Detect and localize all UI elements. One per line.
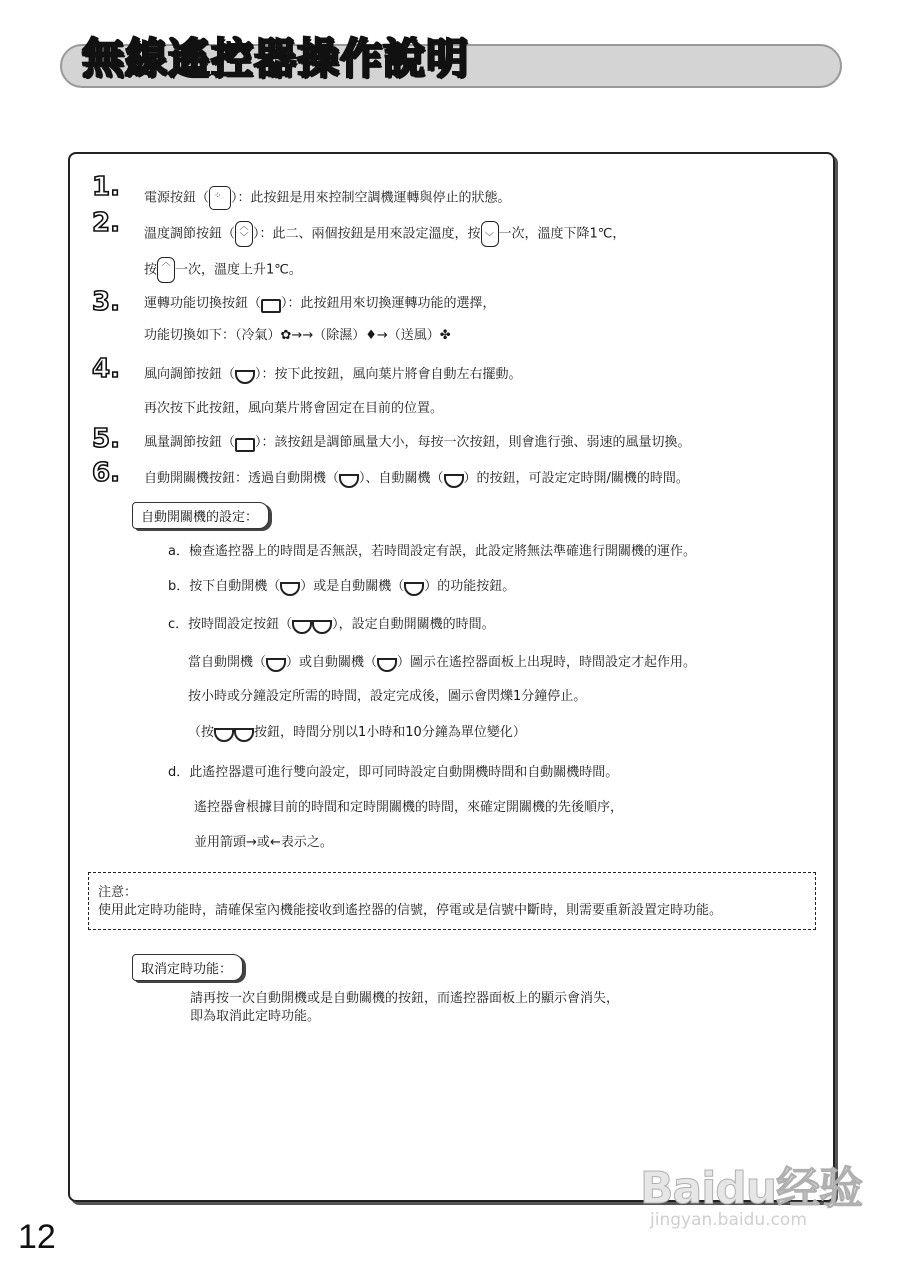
timer-step-b: [168, 578, 515, 596]
step-c4-post: 按鈕，時間分別以1小時和10分鐘為單位變化）: [254, 725, 526, 740]
cancel-timer-tag: 取消定時功能：: [132, 954, 243, 981]
snowflake-icon: ✿: [280, 328, 292, 343]
watermark-main: Baidu经验: [640, 1163, 863, 1214]
arrow-right-2: →: [246, 835, 257, 850]
item-number-1: 1.: [92, 172, 120, 202]
timer-step-c4: [188, 724, 526, 742]
timer-hour-icon: [214, 728, 234, 742]
fan-speed-icon: [235, 438, 255, 452]
temp-down-icon: ﹀: [481, 221, 499, 247]
item-6-text-pre: 自動開關機按鈕：透過自動開機（: [144, 471, 340, 486]
page-title: 無線遙控器操作說明: [82, 34, 470, 83]
arrow-left: ←: [269, 835, 281, 850]
step-c2-pre: 當自動開機（: [188, 655, 267, 670]
timer-settings-tag: 自動開關機的設定：: [132, 502, 269, 529]
watermark-sub: jingyan.baidu.com: [650, 1210, 807, 1230]
mode-cool-label: 功能切換如下：（冷氣）: [144, 328, 281, 343]
mode-dry-label: →（除濕）: [302, 328, 366, 343]
step-c-pre: c．按時間設定按鈕（: [168, 617, 293, 632]
item-number-3: 3.: [92, 287, 120, 317]
note-box: [88, 872, 816, 930]
item-4-line-1: [144, 366, 522, 384]
step-c-post: ），設定自動開關機的時間。: [332, 617, 495, 632]
item-1-line: [144, 186, 511, 210]
temp-updown-icon: ︿ ﹀: [235, 221, 253, 247]
item-5-line: [144, 434, 691, 452]
timer-step-a: a．檢查遙控器上的時間是否無誤，若時間設定有誤，此設定將無法準確進行開關機的運作。: [168, 544, 696, 559]
item-1-text-post: ）：此按鈕是用來控制空調機運轉與停止的狀態。: [231, 190, 511, 206]
step-b-post: ）的功能按鈕。: [424, 579, 516, 594]
timer-minute-icon: [312, 620, 332, 634]
item-5-text-post: ）：該按鈕是調節風量大小，每按一次按鈕，則會進行強、弱速的風量切換。: [255, 435, 691, 450]
mode-fan-label: →（送風）: [376, 328, 440, 343]
mode-button-icon: [261, 299, 281, 313]
item-1-text-pre: 電源按鈕（: [144, 190, 210, 206]
item-2-line2-post: 一次，溫度上升1℃。: [175, 262, 302, 278]
timer-on-icon: [266, 658, 286, 672]
timer-step-c3: 按小時或分鐘設定所需的時間，設定完成後，圖示會閃爍1分鐘停止。: [188, 689, 587, 704]
swing-button-icon: [235, 370, 255, 384]
power-button-icon: ⁘: [209, 186, 231, 210]
item-number-5: 5.: [92, 424, 120, 454]
step-b-mid: ）或是自動關機（: [300, 579, 405, 594]
item-2-line2-pre: 按: [144, 262, 158, 278]
timer-off-icon: [377, 658, 397, 672]
timer-hour-icon: [292, 620, 312, 634]
timer-step-c2: [188, 654, 696, 672]
timer-off-icon: [444, 474, 464, 488]
step-c4-pre: （按: [188, 725, 215, 740]
item-6-text-mid: ）、自動關機（: [359, 471, 444, 486]
arrow-right-1: →: [291, 328, 303, 343]
step-b-pre: b．按下自動開機（: [168, 579, 281, 594]
item-number-4: 4.: [92, 354, 120, 384]
item-2-text-pre: 溫度調節按鈕（: [144, 226, 236, 242]
item-6-line: [144, 470, 689, 488]
item-3-text-post: ）：此按鈕用來切換運轉功能的選擇，: [281, 296, 496, 311]
fan-icon: ✤: [439, 328, 451, 343]
item-2-line-1: [144, 221, 625, 247]
item-2-line-2: [144, 257, 302, 283]
item-number-6: 6.: [92, 458, 120, 488]
item-4-line-2: [144, 400, 443, 418]
step-d3-post: 表示之。: [280, 835, 333, 850]
note-label: 注意：: [98, 885, 138, 900]
item-6-text-post: ）的按鈕，可設定定時開/關機的時間。: [463, 471, 689, 486]
note-text: 使用此定時功能時，請確保室內機能接收到遙控器的信號，停電或是信號中斷時，則需要重新設置定時功能。: [98, 903, 723, 918]
watermark: [640, 1152, 863, 1230]
step-d3-pre: 並用箭頭: [194, 835, 247, 850]
step-c2-post: ）圖示在遙控器面板上出現時，時間設定才起作用。: [397, 655, 697, 670]
timer-off-icon: [404, 582, 424, 596]
page-number: 12: [18, 1218, 56, 1256]
item-5-text-pre: 風量調節按鈕（: [144, 435, 236, 450]
item-3-text-pre: 運轉功能切換按鈕（: [144, 296, 262, 311]
item-2-text-post2: 一次，溫度下降1℃，: [498, 226, 626, 242]
timer-step-d: d．此遙控器還可進行雙向設定，即可同時設定自動開機時間和自動關機時間。: [168, 765, 619, 780]
item-3-line-2: [144, 327, 451, 345]
temp-up-icon: ︿: [157, 257, 175, 283]
item-4-line2: 再次按下此按鈕，風向葉片將會固定在目前的位置。: [144, 401, 444, 416]
step-d3-mid: 或: [256, 835, 270, 850]
item-2-text-post: ）：此二、兩個按鈕是用來設定溫度，按: [253, 226, 481, 242]
item-4-text-post: ）：按下此按鈕，風向葉片將會自動左右擺動。: [255, 367, 522, 382]
cancel-line-1: 請再按一次自動開機或是自動關機的按鈕，而遙控器面板上的顯示會消失，: [190, 991, 620, 1006]
timer-step-c: [168, 616, 495, 634]
cancel-line-2: 即為取消此定時功能。: [190, 1009, 321, 1024]
timer-on-icon: [339, 474, 359, 488]
timer-minute-icon: [234, 728, 254, 742]
step-c2-mid: ）或自動關機（: [286, 655, 378, 670]
timer-step-d2: 遙控器會根據目前的時間和定時開關機的時間，來確定開關機的先後順序，: [194, 800, 624, 815]
item-3-line-1: [144, 295, 496, 313]
item-number-2: 2.: [92, 208, 120, 238]
timer-on-icon: [280, 582, 300, 596]
drop-icon: ♦: [365, 328, 377, 343]
timer-step-d3: [194, 834, 333, 852]
item-4-text-pre: 風向調節按鈕（: [144, 367, 236, 382]
